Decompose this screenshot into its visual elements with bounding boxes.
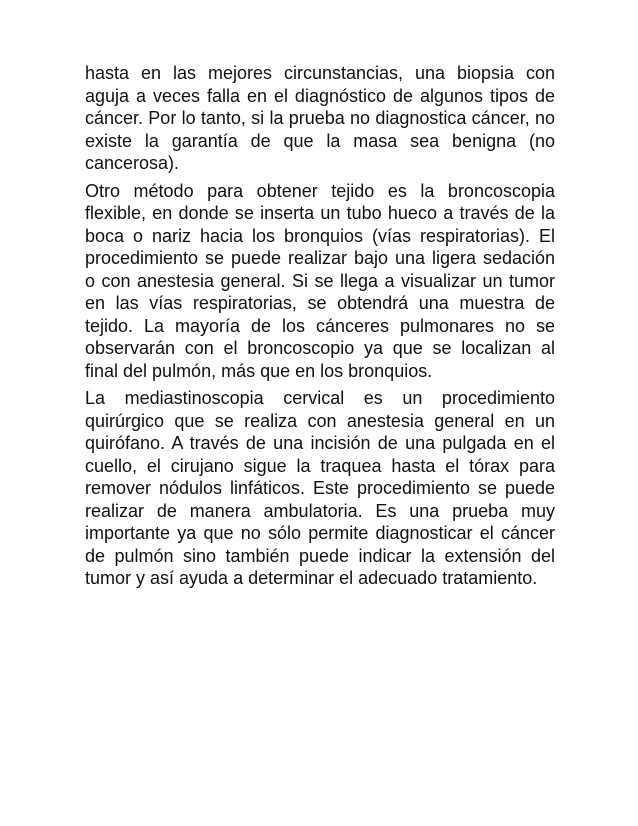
- document-body: [85, 62, 555, 595]
- paragraph-bronchoscopy: Otro método para obtener tejido es la broncoscopia flexible, en donde se inserta un tubo hueco a través de la boca o nariz hacia los bronquios (vías respiratorias). El procedimiento se puede realizar bajo una ligera sedación o con anestesia general. Si se llega a visualizar un tumor en las vías respiratorias, se obtendrá una muestra de tejido. La mayoría de los cánceres pulmonares no se observarán con el broncoscopio ya que se localizan al final del pulmón, más que en los bronquios.: [85, 180, 555, 381]
- paragraph-mediastinoscopy: La mediastinoscopia cervical es un procedimiento quirúrgico que se realiza con anestesia general en un quirófano. A través de una incisión de una pulgada en el cuello, el cirujano sigue la traquea hasta el tórax para remover nódulos linfáticos. Este procedimiento se puede realizar de manera ambulatoria. Es una prueba muy importante ya que no sólo permite diagnosticar el cáncer de pulmón sino también puede indicar la extensión del tumor y así ayuda a determinar el adecuado tratamiento.: [85, 388, 555, 588]
- paragraph-biopsy-limitations: hasta en las mejores circunstancias, una biopsia con aguja a veces falla en el diagnóstico de algunos tipos de cáncer. Por lo tanto, si la prueba no diagnostica cáncer, no existe la garantía de que la masa sea benigna (no cancerosa).: [85, 63, 555, 173]
